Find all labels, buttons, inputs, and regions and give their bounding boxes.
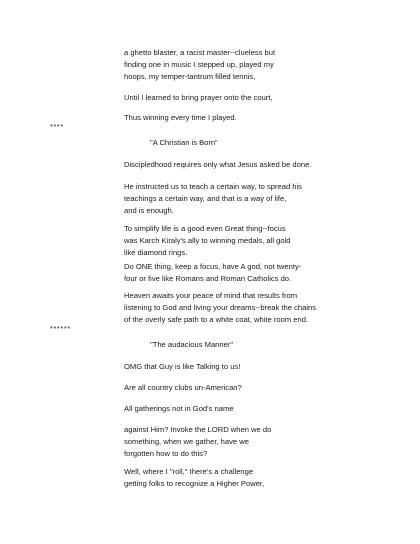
text-line: OMG that Guy is like Talking to us! [124, 362, 241, 371]
text-line: All gatherings not in God's name [124, 404, 234, 413]
text-line: Are all country clubs un-American? [124, 383, 242, 392]
text-line: of the overly safe path to a white coat, white room end. [124, 315, 309, 324]
text-line: listening to God and living your dreams--break the chains [124, 303, 317, 312]
text-line: Do ONE thing, keep a focus, have A god, not twenty- [124, 262, 302, 271]
text-line: To simplify life is a good even Great thing--focus [124, 224, 286, 233]
text-line: a ghetto blaster, a racist master--clueless but [124, 48, 276, 57]
text-line: He instructed us to teach a certain way, to spread his [124, 182, 302, 191]
text-line: like diamond rings. [124, 248, 188, 257]
text-line: Well, where I "roll," there's a challenge [124, 467, 254, 476]
text-line: against Him? Invoke the LORD when we do [124, 425, 272, 434]
text-line: hoops, my temper-tantrum filled tennis, [124, 72, 256, 81]
section-separator: ****** [50, 324, 71, 333]
text-line: and is enough. [124, 206, 174, 215]
text-line: Until I learned to bring prayer onto the court, [124, 93, 273, 102]
text-line: Thus winning every time I played. [124, 113, 237, 122]
poem-title: "The audacious Manner" [150, 340, 234, 349]
text-line: Heaven awaits your peace of mind that results from [124, 291, 298, 300]
text-line: finding one in music I stepped up, played my [124, 60, 274, 69]
section-separator: **** [50, 122, 64, 131]
text-line: something, when we gather, have we [124, 437, 249, 446]
text-line: four or five like Romans and Roman Catholics do. [124, 274, 292, 283]
poem-title: "A Christian is Born" [150, 138, 218, 147]
text-line: getting folks to recognize a Higher Power, [124, 479, 265, 488]
text-line: teachings a certain way, and that is a way of life, [124, 194, 287, 203]
text-line: Discipledhood requires only what Jesus asked be done. [124, 160, 312, 169]
text-line: forgotten how to do this? [124, 449, 208, 458]
text-line: was Karch Kiraly's ally to winning medals, all gold [124, 236, 291, 245]
